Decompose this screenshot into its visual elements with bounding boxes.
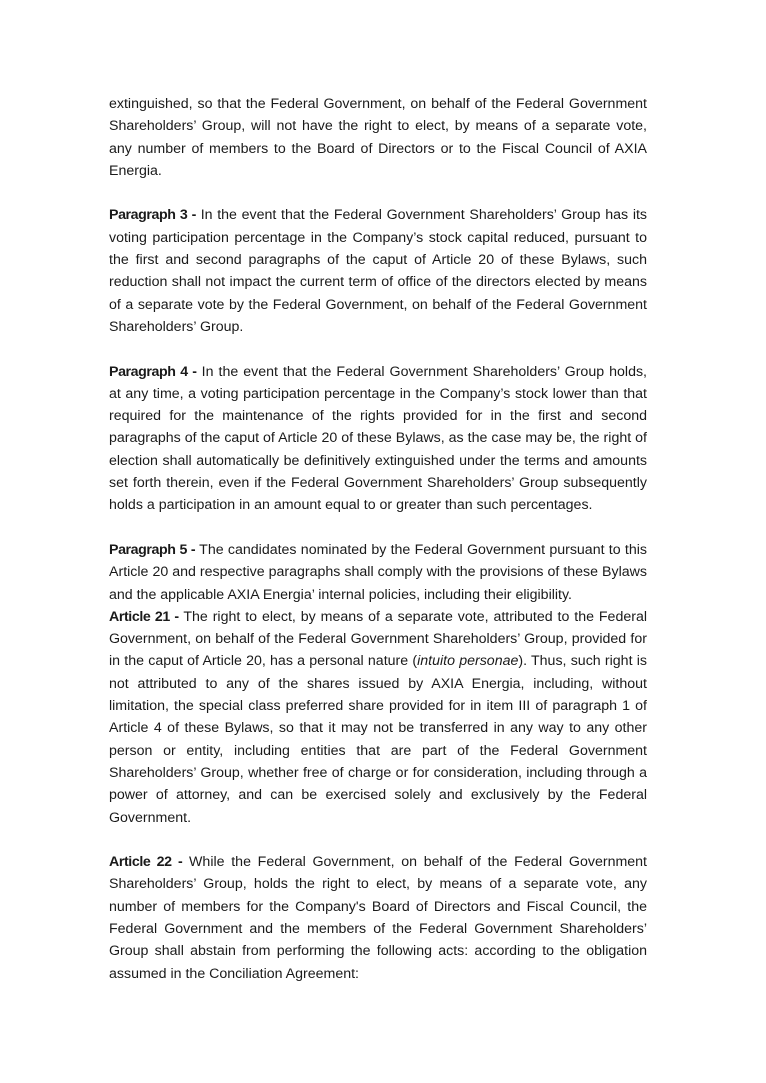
article-text: While the Federal Government, on behalf of the Federal Government Shareholders’ Group, holds the right to elect, by means of a separate vote, any number of members for the Company's Board of Directors and Fiscal Council, the Federal Government and the members of the Federal Government Shareholders’ Group shall abstain from performing the following acts: according to the obligation assumed in the Conciliation Agreement: xyxy=(109,854,648,982)
article-heading: Article 21 - xyxy=(109,608,179,625)
article-text: ). Thus, such right is not attributed to any of the shares issued by AXIA Energia, including, without limitation, the special class preferred share provided for in item III of paragraph 1 of Article 4 of these Bylaws, so that it may not be transferred in any way to any other person or entity, including entities that are part of the Federal Government Shareholders’ Group, whether free of charge or for consideration, including through a power of attorney, and can be exercised solely and exclusively by the Federal Government. xyxy=(109,653,647,826)
paragraph-4 xyxy=(109,361,647,517)
article-22 xyxy=(109,851,647,985)
paragraph-heading: Paragraph 4 - xyxy=(109,363,197,380)
paragraph-5 xyxy=(109,539,647,606)
paragraph-text: In the event that the Federal Government Shareholders’ Group has its voting participation percentage in the Company’s stock capital reduced, pursuant to the first and second paragraphs of the caput of Article 20 of these Bylaws, such reduction shall not impact the current term of office of the directors elected by means of a separate vote by the Federal Government, on behalf of the Federal Government Shareholders’ Group. xyxy=(109,207,648,335)
paragraph-3 xyxy=(109,204,647,338)
paragraph-continuation xyxy=(109,93,647,182)
article-heading: Article 22 - xyxy=(109,854,183,871)
paragraph-heading: Paragraph 5 - xyxy=(109,541,196,558)
article-text: The right to elect, by means of a separate vote, attributed to the Federal Government, on behalf of the Federal Government Shareholders’ Group, provided for in the caput of Article 20, has a personal nature ( xyxy=(109,608,647,670)
paragraph-text: In the event that the Federal Government Shareholders’ Group holds, at any time, a voting participation percentage in the Company’s stock lower than that required for the maintenance of the rights provided for in the first and second paragraphs of the caput of Article 20 of these Bylaws, as the case may be, the right of election shall automatically be definitively extinguished under the terms and amounts set forth therein, even if the Federal Government Shareholders’ Group subsequently holds a participation in an amount equal to or greater than such percentages. xyxy=(109,363,647,514)
document-page xyxy=(109,93,647,985)
paragraph-text: extinguished, so that the Federal Government, on behalf of the Federal Government Shareholders’ Group, will not have the right to elect, by means of a separate vote, any number of members to the Board of Directors or to the Fiscal Council of AXIA Energia. xyxy=(109,96,647,179)
italic-term: intuito personae xyxy=(417,653,519,670)
paragraph-heading: Paragraph 3 - xyxy=(109,207,196,224)
paragraph-text: The candidates nominated by the Federal Government pursuant to this Article 20 and respective paragraphs shall comply with the provisions of these Bylaws and the applicable AXIA Energia’ internal policies, including their eligibility. xyxy=(109,541,647,603)
article-21 xyxy=(109,606,647,829)
